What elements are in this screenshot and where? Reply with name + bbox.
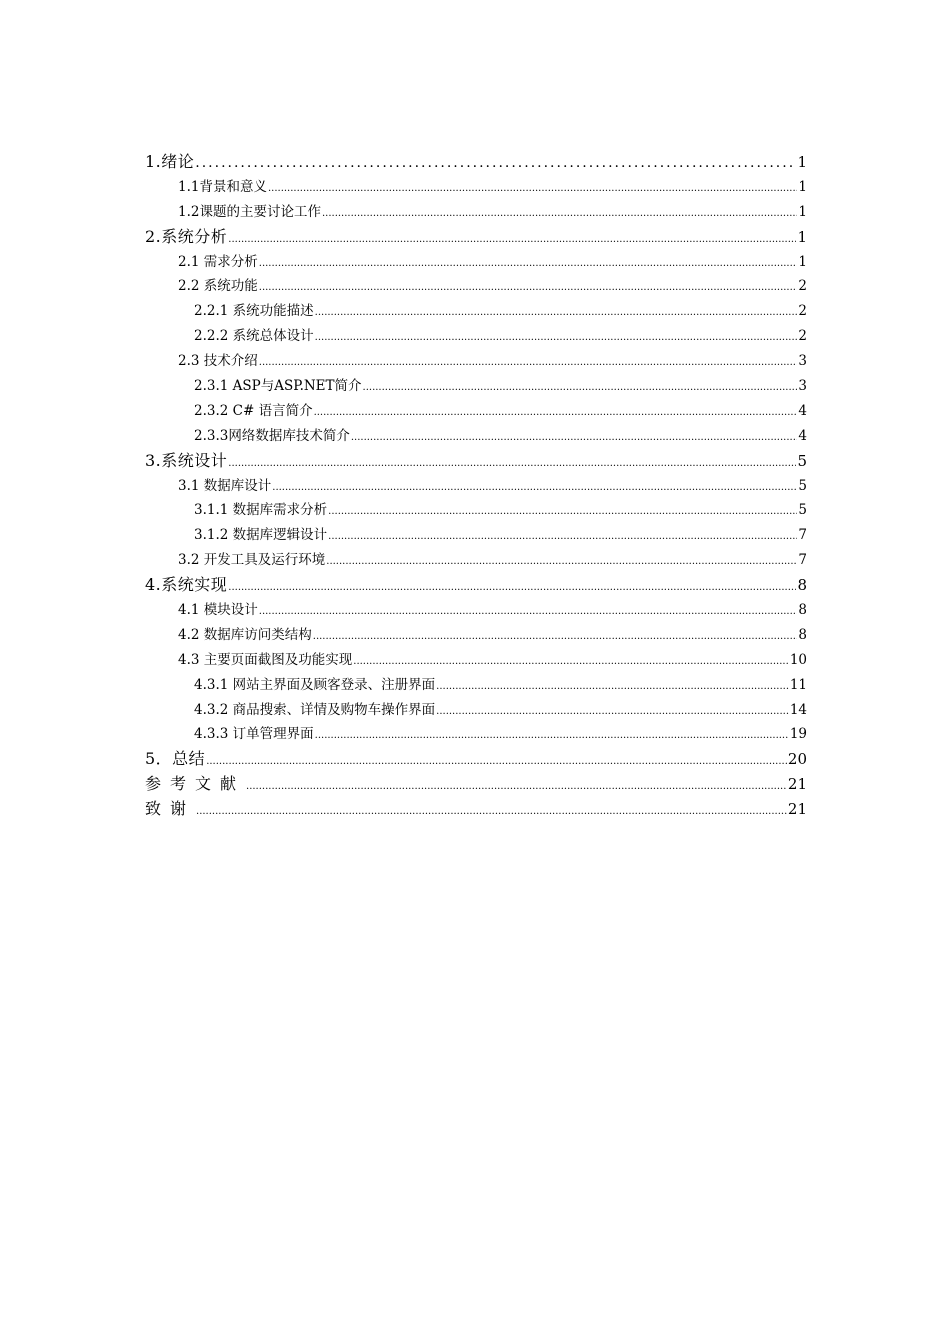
toc-entry-page: 8 (798, 626, 807, 643)
toc-entry-title: 致谢 (145, 799, 196, 819)
toc-dot-leader (272, 476, 797, 501)
toc-dot-leader (315, 724, 789, 749)
toc-entry-title: 2.系统分析 (145, 226, 228, 246)
toc-entry-page: 1 (798, 203, 807, 220)
toc-dot-leader (328, 525, 797, 550)
toc-entry-title: 3.1.2 数据库逻辑设计 (194, 527, 328, 544)
toc-entry-page: 7 (798, 552, 807, 569)
toc-entry[interactable] (145, 747, 807, 772)
toc-entry-page: 20 (787, 750, 807, 769)
toc-entry[interactable] (145, 648, 807, 673)
toc-entry-page: 3 (798, 378, 807, 395)
toc-entry-title: 3.系统设计 (145, 450, 228, 470)
toc-entry-title: 参考文献 (145, 774, 246, 794)
toc-entry-page: 2 (798, 328, 807, 345)
toc-dot-leader (328, 500, 797, 525)
toc-dot-leader (315, 326, 798, 351)
toc-entry-page: 10 (789, 651, 807, 668)
toc-entry[interactable] (145, 698, 807, 723)
toc-dot-leader (195, 151, 796, 176)
toc-entry-title: 3.2 开发工具及运行环境 (178, 552, 326, 569)
toc-entry-page: 14 (789, 701, 807, 718)
toc-dot-leader (326, 550, 797, 575)
toc-dot-leader (436, 675, 789, 700)
toc-dot-leader (259, 600, 798, 625)
toc-entry-title: 4.3.3 订单管理界面 (194, 726, 314, 743)
toc-entry-page: 5 (797, 451, 807, 470)
toc-dot-leader (314, 401, 798, 426)
toc-entry-page: 5 (798, 502, 807, 519)
toc-entry-page: 1 (798, 253, 807, 270)
toc-dot-leader (436, 700, 789, 725)
toc-dot-leader (313, 625, 798, 650)
toc-entry-title: 4.2 数据库访问类结构 (178, 626, 312, 643)
toc-dot-leader (268, 177, 797, 202)
toc-entry-title: 5．总结 (145, 749, 206, 769)
toc-entry-title: 4.系统实现 (145, 575, 228, 595)
toc-entry-title: 4.1 模块设计 (178, 602, 258, 619)
toc-dot-leader (196, 800, 787, 825)
toc-entry[interactable] (145, 449, 807, 474)
table-of-contents (145, 150, 807, 822)
toc-entry-title: 4.3.1 网站主界面及顾客登录、注册界面 (194, 676, 436, 693)
toc-entry[interactable] (145, 623, 807, 648)
toc-entry[interactable] (145, 399, 807, 424)
toc-entry-page: 5 (798, 477, 807, 494)
toc-dot-leader (259, 252, 798, 277)
toc-entry[interactable] (145, 299, 807, 324)
toc-entry[interactable] (145, 349, 807, 374)
toc-entry-title: 4.3 主要页面截图及功能实现 (178, 651, 353, 668)
toc-dot-leader (363, 376, 798, 401)
toc-entry-page: 21 (787, 775, 807, 794)
toc-dot-leader (259, 276, 798, 301)
toc-entry[interactable] (145, 548, 807, 573)
toc-dot-leader (228, 452, 796, 477)
toc-entry[interactable] (145, 175, 807, 200)
toc-entry[interactable] (145, 274, 807, 299)
toc-entry-page: 3 (798, 353, 807, 370)
toc-entry-title: 4.3.2 商品搜索、详情及购物车操作界面 (194, 701, 436, 718)
toc-entry-page: 19 (789, 726, 807, 743)
toc-entry-title: 2.2.1 系统功能描述 (194, 303, 314, 320)
toc-dot-leader (259, 351, 798, 376)
toc-dot-leader (228, 228, 796, 253)
toc-entry-title: 2.2 系统功能 (178, 278, 258, 295)
toc-entry-title: 2.1 需求分析 (178, 253, 258, 270)
toc-entry-page: 11 (789, 676, 807, 693)
toc-entry-title: 1.绪论 (145, 152, 195, 171)
toc-entry-title: 2.3 技术介绍 (178, 353, 258, 370)
toc-entry-page: 8 (798, 602, 807, 619)
toc-entry-title: 2.2.2 系统总体设计 (194, 328, 314, 345)
toc-entry[interactable] (145, 722, 807, 747)
toc-entry[interactable] (145, 150, 807, 175)
toc-entry[interactable] (145, 250, 807, 275)
toc-entry-title: 2.3.2 C# 语言简介 (194, 402, 313, 419)
toc-dot-leader (228, 576, 796, 601)
toc-entry-page: 8 (797, 576, 807, 595)
toc-entry[interactable] (145, 474, 807, 499)
toc-entry[interactable] (145, 598, 807, 623)
toc-dot-leader (246, 775, 787, 800)
toc-entry-title: 2.3.1 ASP与ASP.NET简介 (194, 378, 362, 395)
toc-dot-leader (322, 202, 797, 227)
toc-entry[interactable] (145, 523, 807, 548)
toc-entry-page: 21 (787, 800, 807, 819)
toc-entry-page: 1 (798, 178, 807, 195)
toc-dot-leader (351, 426, 798, 451)
toc-dot-leader (206, 750, 787, 775)
toc-entry[interactable] (145, 200, 807, 225)
toc-dot-leader (315, 301, 798, 326)
toc-entry-title: 1.2课题的主要讨论工作 (178, 203, 321, 220)
toc-entry-page: 2 (798, 278, 807, 295)
toc-entry-title: 3.1 数据库设计 (178, 477, 272, 494)
toc-entry[interactable] (145, 498, 807, 523)
toc-entry-page: 4 (798, 427, 807, 444)
toc-entry-page: 4 (798, 402, 807, 419)
toc-entry[interactable] (145, 797, 807, 822)
toc-dot-leader (353, 650, 789, 675)
toc-entry-title: 2.3.3网络数据库技术简介 (194, 427, 350, 444)
toc-entry-title: 3.1.1 数据库需求分析 (194, 502, 328, 519)
toc-entry-page: 2 (798, 303, 807, 320)
toc-entry[interactable] (145, 772, 807, 797)
toc-entry[interactable] (145, 225, 807, 250)
toc-entry-page: 1 (797, 227, 807, 246)
toc-entry[interactable] (145, 374, 807, 399)
toc-entry-title: 1.1背景和意义 (178, 178, 267, 195)
toc-entry[interactable] (145, 673, 807, 698)
toc-entry[interactable] (145, 573, 807, 598)
toc-entry-page: 7 (798, 527, 807, 544)
toc-entry[interactable] (145, 424, 807, 449)
toc-entry-page: 1 (797, 153, 807, 171)
toc-entry[interactable] (145, 324, 807, 349)
